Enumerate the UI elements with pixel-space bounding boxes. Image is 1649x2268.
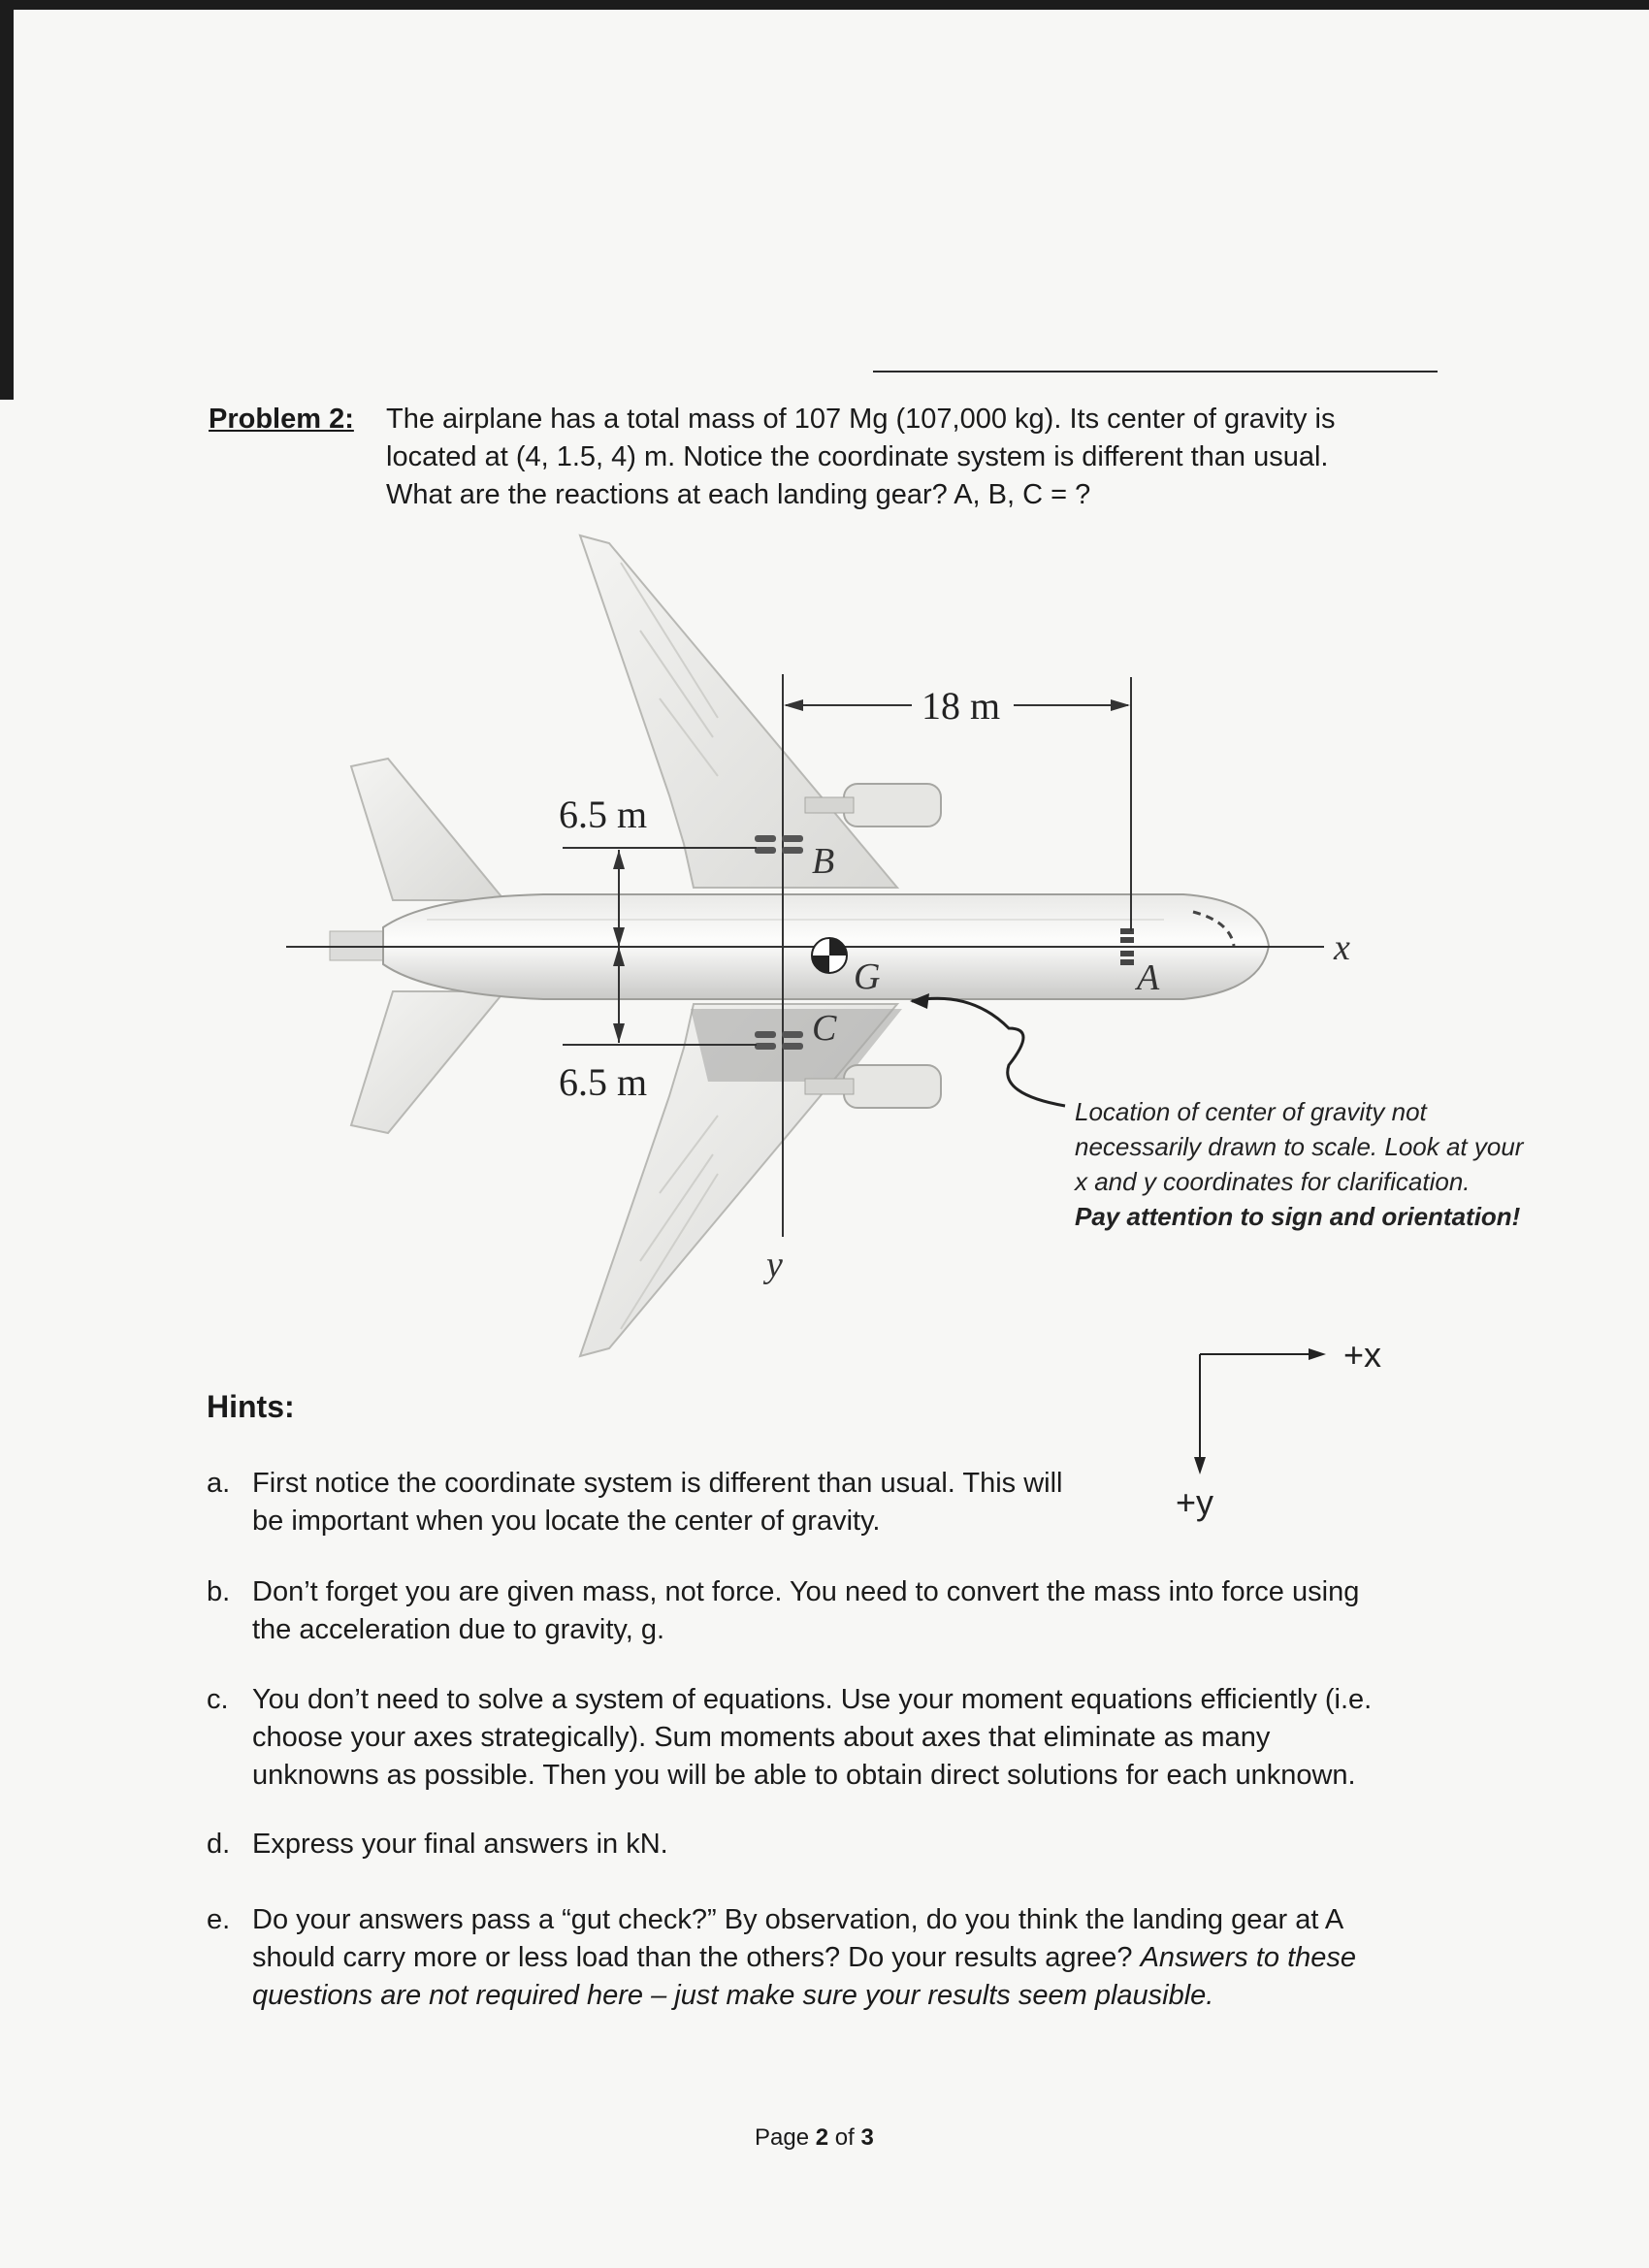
cg-note-emphasis: Pay attention to sign and orientation! — [1075, 1202, 1521, 1231]
dim-65-arrow-bottom — [613, 1023, 625, 1043]
point-label-c: C — [812, 1008, 837, 1049]
page-number — [755, 2124, 874, 2152]
coordinate-axes — [1188, 1339, 1343, 1484]
point-label-b: B — [812, 841, 835, 882]
coord-label-plus-y: +y — [1176, 1482, 1214, 1522]
page-current: 2 — [815, 2124, 829, 2151]
cg-note — [1075, 1094, 1618, 1234]
hint-line: choose your axes strategically). Sum moments about axes that eliminate as many — [252, 1722, 1271, 1753]
problem-label: Problem 2: — [209, 404, 354, 435]
cg-note-line: Location of center of gravity not — [1075, 1097, 1427, 1126]
upper-engine — [844, 784, 941, 826]
hint-line: Do your answers pass a “gut check?” By observation, do you think the landing gear at A — [252, 1904, 1344, 1935]
axis-label-x: x — [1334, 927, 1350, 968]
coord-x-arrow — [1309, 1348, 1326, 1360]
hint-letter: e. — [207, 1904, 231, 1935]
point-label-a: A — [1137, 957, 1160, 998]
dim-label-6-5m-upper: 6.5 m — [559, 793, 648, 836]
hint-line-italic: Answers to these — [1140, 1942, 1357, 1973]
coord-label-plus-x: +x — [1343, 1335, 1382, 1375]
hint-line: unknowns as possible. Then you will be able to obtain direct solutions for each unknown. — [252, 1760, 1356, 1791]
hint-line: You don’t need to solve a system of equations. Use your moment equations efficiently (i.e. — [252, 1684, 1373, 1715]
hint-line: the acceleration due to gravity, g. — [252, 1614, 665, 1645]
lower-engine — [844, 1065, 941, 1108]
cg-note-line: necessarily drawn to scale. Look at your — [1075, 1132, 1524, 1161]
dim-label-18m: 18 m — [922, 684, 1001, 728]
page-total: 3 — [860, 2124, 874, 2151]
dim-18-arrow-right — [1111, 699, 1130, 711]
page-of: of — [834, 2124, 855, 2151]
hint-line: be important when you locate the center of gravity. — [252, 1506, 881, 1537]
hint-line-italic: questions are not required here – just make sure your results seem plausible. — [252, 1980, 1214, 2011]
problem-line: located at (4, 1.5, 4) m. Notice the coordinate system is different than usual. — [386, 441, 1329, 472]
axis-label-y: y — [766, 1245, 783, 1285]
problem-line: The airplane has a total mass of 107 Mg (107,000 kg). Its center of gravity is — [386, 404, 1336, 435]
hint-line: First notice the coordinate system is different than usual. This will — [252, 1468, 1063, 1499]
hint-letter: a. — [207, 1468, 231, 1499]
hint-line: Express your final answers in kN. — [252, 1829, 668, 1860]
lower-tail — [351, 991, 504, 1133]
lower-engine-pylon — [805, 1079, 854, 1094]
hint-letter: c. — [207, 1684, 229, 1715]
hint-line: Don’t forget you are given mass, not force. You need to convert the mass into force using — [252, 1576, 1360, 1607]
hint-letter: b. — [207, 1576, 231, 1607]
dim-18-arrow-left — [784, 699, 803, 711]
center-of-gravity-symbol — [812, 938, 847, 973]
upper-tail — [351, 759, 504, 900]
page-prefix: Page — [755, 2124, 810, 2151]
point-label-g: G — [854, 956, 881, 997]
hint-line-text: should carry more or less load than the others? Do your results agree? — [252, 1942, 1133, 1973]
upper-engine-pylon — [805, 797, 854, 813]
dim-65-arrow-top — [613, 850, 625, 869]
problem-line: What are the reactions at each landing gear? A, B, C = ? — [386, 479, 1091, 510]
hint-line — [252, 1939, 1356, 1977]
hints-title: Hints: — [207, 1389, 295, 1424]
cg-note-line: x and y coordinates for clarification. — [1075, 1167, 1471, 1196]
coord-y-arrow — [1194, 1457, 1206, 1474]
dim-label-6-5m-lower: 6.5 m — [559, 1060, 648, 1104]
hint-letter: d. — [207, 1829, 231, 1860]
